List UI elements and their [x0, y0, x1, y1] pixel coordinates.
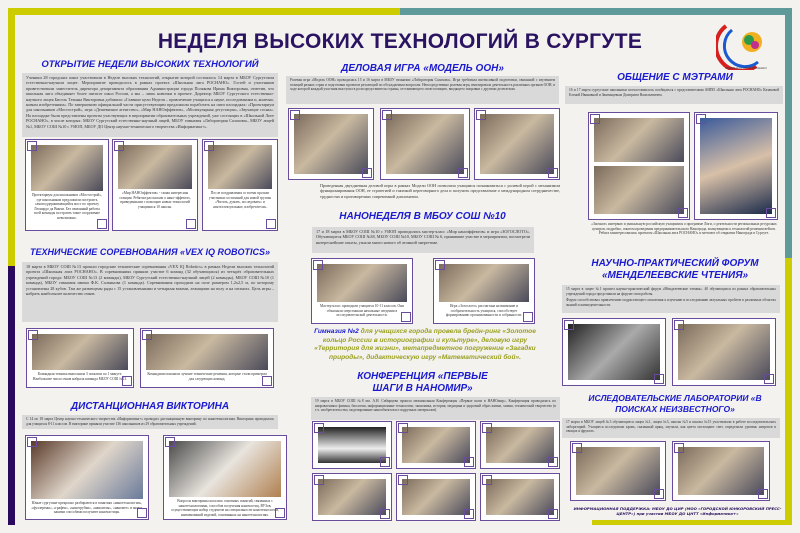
forum-heading: НАУЧНО-ПРАКТИЧЕСКИЙ ФОРУМ «МЕНДЕЛЕЕВСКИЕ ЧТЕНИЯ»: [591, 258, 759, 281]
masters-text: 16 и 17 марта сургутские школьники посчастливилось пообщаться с представителями АНПО «Школьная лига РОСНАНО» Казаковой Еленой Ивановной и Звягинцевым Дмитрием Васильевичем.: [565, 86, 783, 104]
quiz-text: С 14 по 18 марта Центр научно-технического творчества «Информатика+» проводил дистанционную викторину по нанотехнологиям. Викторина проводилась для учащихся 8-11 классов. В викторине приняли участие 136 школьников из 29 образовательных учреждений.: [22, 415, 278, 429]
photo-caption: Мастер-класс проводили учащиеся 10-11 классов. Они объясняли сверстникам начальные сведения в исследовательской деятельности.: [320, 304, 404, 318]
logo-caption: ШКОЛЬНАЯ ЛИГА РОСНАНО: [725, 66, 767, 70]
photo: [480, 114, 554, 174]
photo: [678, 447, 764, 495]
photo-card: [25, 139, 109, 231]
photo-card: [672, 318, 776, 386]
photo-caption: Юные сургутяне прекрасно разбираются в понятиях «нанотехнологии», «фуллерены», «графен», «нанотрубки», «наноиглы», «наномет» и знают, какими способами получают наночастицы.: [31, 501, 143, 515]
frame-right-bottom: [785, 258, 792, 525]
opening-text: Ученики 28 городских школ участвовали в Неделе высоких технологий, открытие которой состоялось 14 марта в МБОУ Сургутском естественно-научном лицее. Мероприятие проводилось в рамках проекта «Школьная лига РОСНАНО». Гостей и участников приветствовали заместитель директора департамента образования Администрации города Полякова Ирина Викторовна, отметив, что школьная лига объединяет более пятисот школ России, а мы – лишь новички в проекте. Директор МБОУ Сургутского естественно-научного лицея Бисель Татьяна Викторовна добавила: «Главные цели Недели – привлечение учащихся к науке, исследованиям и, конечно, новым изобретениям». По завершению официальной части присутствующим предложили поработать на пяти площадках: «Проектариум для школьников «Мостострой», игра «Дешевизное агентство», «Мир НАНОэффектов», «Молекулярная дегустация», «Звучащие сосны». На площадке были представлены проекты участвующих в мероприятии образовательных учреждений, уже состоящих в «Школьной Лиге РОСНАНО», в числе которых: МБОУ Сургутский естественно-научный лицей, МБОУ гимназия «Лаборатория Салахова», МБОУ лицей №1, МБОУ СОШ №10 с УИОП, МБОУ ДО Центр научно-технического творчества «Информатика+».: [22, 73, 278, 137]
photo-card: [474, 108, 560, 180]
forum-text-2: Форум способствовал привлечению подрастающего поколения к изучению и исследованию актуальных проблем в различных областях знаний и жизнедеятельности.: [566, 298, 776, 307]
un-text: Ролевая игра «Модель ООН» проводилась 15 и 16 марта в МБОУ гимназии «Лаборатория Салахова». Игра требовала интенсивной подготовки, связанной с изучением позиций разных стран и подготовки проектов резолюций по обсуждаемым вопросам. Непосредственно ролевая игра, имитировала деятельность различных органов ООН, в ходе которой каждый участник выступал в роли представителя страны, отстаивающего свою позицию, вводящего поправки с другими делегатами.: [286, 76, 559, 104]
photo: [317, 264, 407, 302]
photo: [568, 324, 660, 380]
photo: [402, 427, 470, 463]
photo-caption: После поздравления со всеми прошли участники состязаний для новой группы «Читать, думать, исследовать» и «интеллектуальные, изобретатели».: [208, 191, 272, 209]
poster-title: НЕДЕЛЯ ВЫСОКИХ ТЕХНОЛОГИЙ В СУРГУТЕ: [157, 30, 643, 53]
photo-card: [480, 473, 560, 521]
photo: [486, 427, 554, 463]
photo-caption: Проектариум для школьников «Мостострой», где школьникам предложили построить самоподдерживающийся мост по проекту Леонардо да Винчи. Без связанный работы всей команды построить такое сооружение невозможно.: [31, 193, 103, 220]
photo: [31, 145, 103, 191]
frame-left-bottom: [8, 266, 15, 525]
masters-heading: ОБЩЕНИЕ С МЭТРАМИ: [617, 72, 733, 83]
photo: [486, 479, 554, 515]
opening-heading: ОТКРЫТИЕ НЕДЕЛИ ВЫСОКИХ ТЕХНОЛОГИЙ: [41, 59, 259, 70]
photo-card: [396, 473, 476, 521]
photo: [31, 441, 143, 499]
photo-caption: Командная техника выполнила 3 попытки по 1 минуте. Наибольшее число очков набрала команда МБОУ СОШ №13.: [32, 372, 128, 381]
photo-card: [562, 318, 666, 386]
photo: [594, 118, 684, 162]
photo: [594, 166, 684, 214]
frame-right-top: [785, 8, 792, 258]
labs-text: 17 марта в МБОУ лицей №3 обучающиеся лицея №1, лицея №3, школы №5 и школы №15 участвовали в работе исследовательских лабораторий. Учащиеся исследовали кровь, сказанный ярящ, изучали, как цвета поглощают свет, определили уровень нитратов в овощах и фруктах.: [562, 418, 780, 438]
gymnasium-name: Гимназия №2: [314, 328, 359, 335]
photo-card: [311, 258, 413, 324]
school-league-logo-icon: [716, 18, 776, 70]
photo: [318, 479, 386, 515]
photo-card: [312, 473, 392, 521]
photo-card: [570, 441, 666, 501]
photo: [32, 334, 128, 370]
un-summary: Проведенная двухдневная деловой игры в рамках Модели ООН позволила учащимся познакомиться с ролевой игрой с механизмом функционирования ООН, ее стратегией и тактикой переговорного дела и получить представление о международном сотрудничестве, трудностях и противоречиях современной дипломатии.: [320, 183, 560, 199]
nano-heading: НАНОНЕДЕЛЯ В МБОУ СОШ №10: [339, 211, 506, 222]
photo: [439, 264, 529, 302]
un-heading: ДЕЛОВАЯ ИГРА «МОДЕЛЬ ООН»: [341, 63, 504, 74]
photo: [146, 334, 268, 370]
photo-card: [288, 108, 374, 180]
quiz-heading: ДИСТАНЦИОННАЯ ВИКТОРИНА: [70, 401, 230, 412]
photo-card: [163, 435, 287, 520]
conf-heading: КОНФЕРЕНЦИЯ «ПЕРВЫЕ ШАГИ В НАНОМИР»: [357, 371, 488, 394]
gymnasium-text: для учащихся города провела брейн-ринг «Золотое кольцо России в историографии и культуре», деловую игру «Территория для жизни», метапредметное погружение «Загадки природы», дидактическую игру «Математический бой».: [314, 328, 536, 361]
forum-text: [562, 285, 780, 313]
vex-text: 18 марта в МБОУ СОШ №13 прошли городские технические соревнования «VEX IQ Robotics» в рамках Недели высоких технологий проекта «Школьная лига РОСНАНО». В соревнованиях приняли участие 6 команд (32 обучающихся) из четырёх образовательных учреждений города: МБОУ СОШ №13 (2 команды), МБОУ Сургутский естественно-научный лицей (2 команды), МБОУ СОШ №10 (1 команда), МБОУ гимназия имени Ф.К. Салманова (1 команда). Соревнования проходили на поле размером 1,2х2,5 м, по которому установлены 28 кубов. Там же размещены ряды с 15 установленными и четырьмя вазами, лежащими на полу и на штангах. Цель игры – набрать наибольшее количество очков.: [22, 262, 278, 322]
photo: [576, 447, 660, 495]
photo: [678, 324, 770, 380]
photo-card: [202, 139, 278, 231]
photo-card: [112, 139, 198, 231]
conf-text: 19 марта в МБОУ СОШ №8 им. А.Н. Сибирцева прошла межшкольная Конференция «Первые шаги в НАНОмир». Конференция проводилась по направлениям: физика, биология, информационные технологии, экономика, история, медицина и здоровый образ жизни, химия, технический творчество (в т.ч. изобретательство, моделирование нанообъектов из подручных материалов).: [311, 397, 560, 420]
vex-heading: ТЕХНИЧЕСКИЕ СОРЕВНОВАНИЯ «VEX IQ ROBOTICS»: [29, 247, 271, 257]
photo-card: [480, 421, 560, 469]
photo-card: [25, 435, 149, 520]
gymnasium-note: [305, 328, 545, 362]
photo: [700, 118, 772, 214]
photo: [386, 114, 464, 174]
photo: [208, 145, 272, 189]
photo-card: [672, 441, 770, 501]
photo: [294, 114, 368, 174]
masters-summary: «Заочное» интервью и уникальную российскую учащимися о программе Лиги, о деятельности региональных ресурсных центров, подробно, опытом проведения предпринимательского Нанограда, волнующими к технологий решения вейсов. Ребята заинтересовались проектом «Школьная лига РОСНАНО» и мечтают об открытии Нанограда в Сургуте.: [591, 222, 777, 236]
frame-top-right: [400, 8, 792, 15]
forum-text-1: 15 марта в лицее №1 прошел научно-практический форум «Менделеевские чтения». 40 обучающихся из разных образовательных учреждений города представили на форуме свои работы.: [566, 287, 776, 296]
photo-card: [312, 421, 392, 469]
photo-card: [396, 421, 476, 469]
photo-card: [380, 108, 470, 180]
frame-bottom-right: [592, 520, 792, 525]
photo-caption: Командами пояснили лучшие технические решения, которые стали примером для следующих команд.: [147, 372, 267, 381]
photo-caption: Игра «Зогослото» рассчитана на внимание и сообразительность учащихся, способствует формированию организованности и собранности.: [445, 304, 523, 318]
photo: [118, 145, 192, 189]
footer-info: ИНФОРМАЦИОННАЯ ПОДДЕРЖКА: МБОУ ДО ЦИР (МОО «ГОРОДСКОЙ ЮНКОРОВСКИЙ ПРЕСС-ЦЕНТР») при участии МБОУ ДО ЦНТТ «Информатика+»: [573, 506, 782, 516]
photo-caption: «Мир НАНОэффектов» - самая интересная станция. Ребятам рассказали о нано-эффектах, приведенными с помощью новых технологий учащимися 10 школы.: [119, 191, 191, 209]
photo-caption: Вопросы викторины касались основных понятий, связанных с нанотехнологиями, способов получения наночастиц, ВУЗов, осуществляющих набор студентов на специальности нанотехнологий, наименований изделий, основанных на нанотехнологиях.: [171, 499, 279, 517]
frame-top-left: [8, 8, 408, 15]
photo: [402, 479, 470, 515]
frame-left-top: [8, 8, 15, 266]
photo-card: [433, 258, 535, 324]
photo-card: [588, 112, 690, 220]
photo-card: [694, 112, 778, 220]
photo-card: [140, 328, 274, 388]
nano-text: 17 и 18 марта в МБОУ СОШ №10 с УИОП проводились мастер-класс «Мир нанoэффектов» и игра «ЗОГОСЛОТО». Обучающиеся МБОУ СОШ №38, МБОУ СОШ №10, МБОУ СОШ № 6, принявшие участие в мероприятии, посмотрели интереснейшие опыты, узнали много нового об атомной энергетике.: [312, 227, 534, 253]
photo: [318, 427, 386, 463]
photo-card: [26, 328, 134, 388]
photo: [169, 441, 281, 497]
labs-heading: ИСЛЕДОВАТЕЛЬСКИЕ ЛАБОРАТОРИИ «В ПОИСКАХ НЕИЗВЕСТНОГО»: [588, 393, 762, 414]
